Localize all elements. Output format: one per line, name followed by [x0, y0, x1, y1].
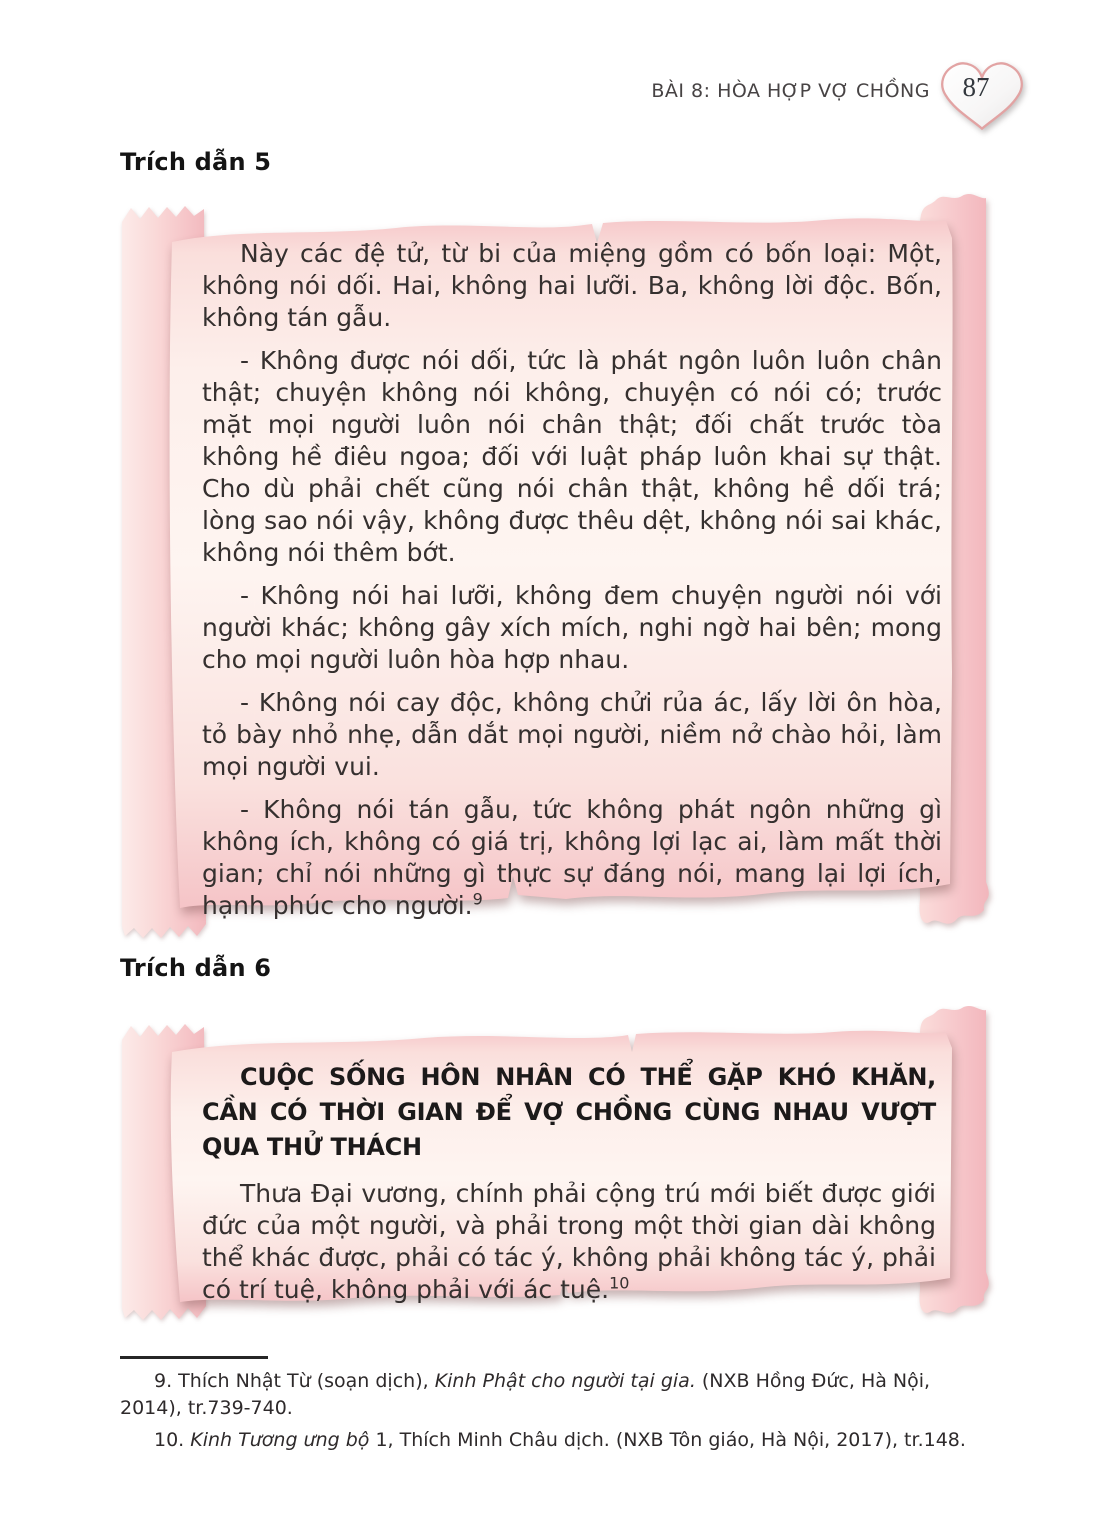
- footnote-9: [120, 1368, 992, 1422]
- quote6-heading: Trích dẫn 6: [120, 954, 272, 982]
- quote5-text: [202, 238, 942, 922]
- quote6-scroll: [118, 1006, 1002, 1340]
- quote5-scroll: [118, 192, 1002, 950]
- footnote-ref-9: 9: [472, 889, 483, 909]
- quote5-paragraph-5: [202, 794, 942, 922]
- footnote-9-number: 9.: [154, 1370, 179, 1392]
- footnote-10: [120, 1427, 992, 1454]
- footnotes: [120, 1356, 992, 1459]
- quote6-title: CUỘC SỐNG HÔN NHÂN CÓ THỂ GẶP KHÓ KHĂN, CẦN CÓ THỜI GIAN ĐỂ VỢ CHỒNG CÙNG NHAU VƯỢT QUA THỬ THÁCH: [202, 1063, 936, 1161]
- quote5-paragraph-5-text: - Không nói tán gẫu, tức không phát ngôn những gì không ích, không có giá trị, không lợi lạc ai, làm mất thời gian; chỉ nói những gì thực sự đáng nói, mang lại lợi ích, hạnh phúc cho người.: [202, 795, 942, 920]
- quote5-paragraph-2: - Không được nói dối, tức là phát ngôn luôn luôn chân thật; chuyện không nói không, chuyện có nói có; trước mặt mọi người luôn nói chân thật; đối chất trước tòa không hề điêu ngoa; đối với luật pháp luôn khai sự thật. Cho dù phải chết cũng nói chân thật, không hề dối trá; lòng sao nói vậy, không được thêu dệt, không nói sai khác, không nói thêm bớt.: [202, 346, 942, 567]
- footnote-ref-10: 10: [609, 1273, 630, 1293]
- footnote-9-title: Kinh Phật cho người tại gia.: [434, 1370, 696, 1392]
- quote5-paragraph-4: - Không nói cay độc, không chửi rủa ác, lấy lời ôn hòa, tỏ bày nhỏ nhẹ, dẫn dắt mọi người, niềm nở chào hỏi, làm mọi người vui.: [202, 688, 942, 781]
- quote5-paragraph-1: Này các đệ tử, từ bi của miệng gồm có bốn loại: Một, không nói dối. Hai, không hai lưỡi. Ba, không lời độc. Bốn, không tán gẫu.: [202, 239, 942, 332]
- footnote-divider: [120, 1356, 268, 1359]
- quote6-body-text: Thưa Đại vương, chính phải cộng trú mới biết được giới đức của một người, và phải trong một thời gian dài không thể khác được, phải có tác ý, không phải không tác ý, phải có trí tuệ, không phải với ác tuệ.: [202, 1179, 936, 1304]
- footnote-10-number: 10.: [154, 1429, 191, 1451]
- footnote-10-title: Kinh Tương ưng bộ: [190, 1429, 370, 1451]
- quote5-paragraph-3: - Không nói hai lưỡi, không đem chuyện người nói với người khác; không gây xích mích, nghi ngờ hai bên; mong cho mọi người luôn hòa hợp nhau.: [202, 581, 942, 674]
- quote5-heading: Trích dẫn 5: [120, 148, 272, 176]
- footnote-9-post: (NXB Hồng Đức, Hà Nội, 2014), tr.739-740.: [120, 1370, 931, 1419]
- running-header-title: BÀI 8: HÒA HỢP VỢ CHỒNG: [651, 80, 930, 102]
- page-number-heart: [934, 54, 1030, 136]
- quote6-body: [202, 1178, 936, 1306]
- footnote-9-pre: Thích Nhật Từ (soạn dịch),: [178, 1370, 435, 1392]
- footnote-10-post: 1, Thích Minh Châu dịch. (NXB Tôn giáo, Hà Nội, 2017), tr.148.: [369, 1429, 966, 1451]
- page-number: 87: [962, 71, 990, 102]
- quote6-text: [202, 1060, 936, 1306]
